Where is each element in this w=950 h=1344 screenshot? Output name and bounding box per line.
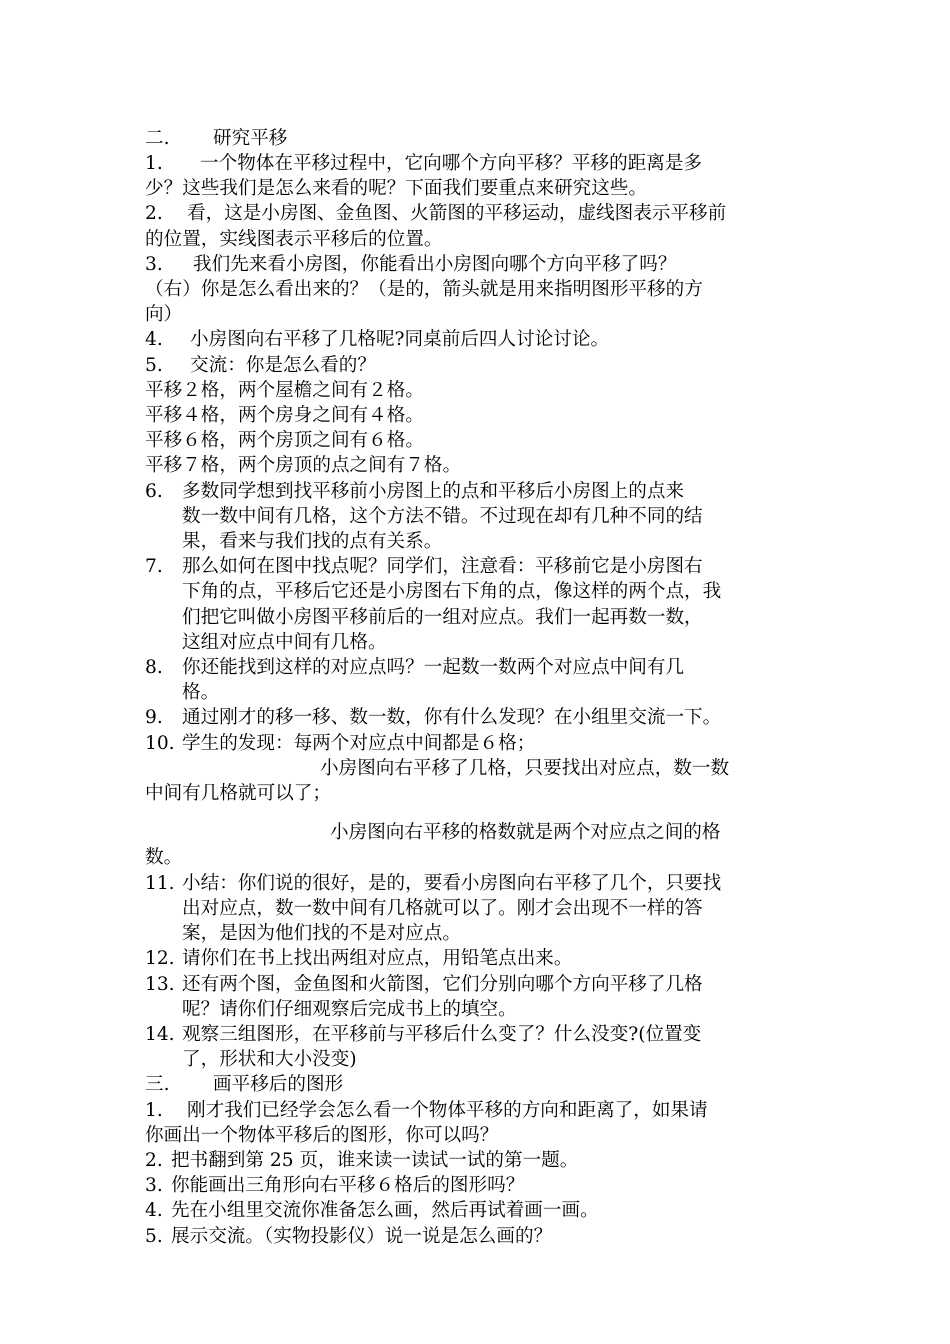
- item-text-line: 的位置，实线图表示平移后的位置。: [145, 228, 443, 250]
- item-text-line: 们把它叫做小房图平移前后的一组对应点。我们一起再数一数，: [182, 606, 703, 628]
- item-number: 6.: [145, 480, 163, 502]
- item-number: 7.: [145, 556, 163, 578]
- item-text-line: 格。: [182, 682, 220, 704]
- list-item: [145, 1198, 810, 1223]
- item-text-line: 观察三组图形，在平移前与平移后什么变了？什么没变?(位置变: [182, 1023, 702, 1045]
- list-item-14: [145, 1022, 810, 1072]
- item-text-line: 你画出一个物体平移后的图形，你可以吗？: [145, 1124, 499, 1146]
- paragraph-item-1: [145, 1098, 810, 1148]
- paragraph-item-3: [145, 252, 810, 328]
- list-item-7: [145, 554, 810, 655]
- list-item-12: [145, 946, 810, 971]
- item-text-line: 你还能找到这样的对应点吗？一起数一数两个对应点中间有几: [182, 657, 685, 679]
- item-text-line: 多数同学想到找平移前小房图上的点和平移后小房图上的点来: [182, 480, 685, 502]
- list-item: [145, 1173, 810, 1198]
- item-number: 3.: [145, 253, 163, 275]
- discovery-line: 中间有几格就可以了；: [145, 783, 331, 805]
- discovery-line: 数。: [145, 847, 183, 869]
- item-text: 把书翻到第 25 页，谁来读一读试一试的第一题。: [171, 1149, 579, 1171]
- discovery-line: 小房图向右平移了几格，只要找出对应点，数一数: [320, 757, 730, 779]
- paragraph-item-2: [145, 201, 810, 251]
- item-number: 11.: [145, 872, 175, 894]
- section-number: 二.: [145, 128, 170, 149]
- section-title: 画平移后的图形: [213, 1074, 344, 1096]
- list-item-8: [145, 655, 810, 705]
- item-text-line: 小房图向右平移了几格呢?同桌前后四人讨论讨论。: [190, 329, 610, 351]
- item-number: 10.: [145, 732, 175, 754]
- list-item-13: [145, 972, 810, 1022]
- item-text: 你能画出三角形向右平移６格后的图形吗？: [171, 1175, 525, 1197]
- item-number: 1.: [145, 1099, 163, 1121]
- item-number: 2.: [145, 203, 163, 225]
- document-page: [145, 126, 810, 1249]
- section-heading: [145, 126, 810, 151]
- plain-line: 平移４格，两个房身之间有４格。: [145, 405, 424, 427]
- item-number: 13.: [145, 973, 175, 995]
- item-number: 3.: [145, 1175, 163, 1197]
- paragraph-item-5: [145, 353, 810, 378]
- item-text-line: 请你们在书上找出两组对应点，用铅笔点出来。: [182, 948, 573, 970]
- item-text: 展示交流。（实物投影仪）说一说是怎么画的？: [171, 1225, 553, 1247]
- item-text-line: 下角的点，平移后它还是小房图右下角的点，像这样的两个点，我: [182, 581, 722, 603]
- item-number: 4.: [145, 1200, 163, 1222]
- discovery-paragraph: [145, 756, 810, 806]
- paragraph-item-4: [145, 327, 810, 352]
- item-text-line: 交流：你是怎么看的？: [190, 354, 376, 376]
- item-text-line: 出对应点，数一数中间有几格就可以了。刚才会出现不一样的答: [182, 897, 703, 919]
- item-text-line: 通过刚才的移一移、数一数，你有什么发现？在小组里交流一下。: [182, 707, 722, 729]
- item-number: 2.: [145, 1149, 163, 1171]
- item-text-line: 看，这是小房图、金鱼图、火箭图的平移运动，虚线图表示平移前: [187, 203, 727, 225]
- item-text-line: 向）: [145, 304, 183, 326]
- item-number: 4.: [145, 329, 163, 351]
- list-item-10: [145, 731, 810, 756]
- item-number: 8.: [145, 657, 163, 679]
- section-heading: [145, 1072, 810, 1097]
- item-text-line: 我们先来看小房图，你能看出小房图向哪个方向平移了吗？: [193, 253, 677, 275]
- item-number: 9.: [145, 707, 163, 729]
- item-number: 5.: [145, 354, 163, 376]
- section-number: 三.: [145, 1074, 170, 1096]
- section-title: 研究平移: [213, 128, 288, 149]
- list-item-9: [145, 705, 810, 730]
- item-text-line: 案，是因为他们找的不是对应点。: [182, 923, 461, 945]
- list-item: [145, 1224, 810, 1249]
- item-text-line: 学生的发现：每两个对应点中间都是６格；: [182, 732, 536, 754]
- item-number: 14.: [145, 1023, 175, 1045]
- plain-line: 平移６格，两个房顶之间有６格。: [145, 430, 424, 452]
- item-text-line: 数一数中间有几格，这个方法不错。不过现在却有几种不同的结: [182, 505, 703, 527]
- discovery-paragraph: [145, 820, 810, 870]
- item-text-line: 还有两个图，金鱼图和火箭图，它们分别向哪个方向平移了几格: [182, 973, 703, 995]
- plain-line: 平移７格，两个房顶的点之间有７格。: [145, 455, 462, 477]
- item-text-line: 果，看来与我们找的点有关系。: [182, 531, 443, 553]
- paragraph-item-1: [145, 151, 810, 201]
- discovery-line: 小房图向右平移的格数就是两个对应点之间的格: [330, 822, 721, 844]
- plain-line: 平移２格，两个屋檐之间有２格。: [145, 379, 424, 401]
- item-text-line: 那么如何在图中找点呢？同学们，注意看：平移前它是小房图右: [182, 556, 703, 578]
- item-text-line: （右）你是怎么看出来的？（是的，箭头就是用来指明图形平移的方: [145, 279, 703, 301]
- list-item: [145, 1148, 810, 1173]
- item-text-line: 刚才我们已经学会怎么看一个物体平移的方向和距离了，如果请: [187, 1099, 708, 1121]
- item-number: 5.: [145, 1225, 163, 1247]
- item-text-line: 小结：你们说的很好，是的，要看小房图向右平移了几个，只要找: [182, 872, 722, 894]
- item-text-line: 这组对应点中间有几格。: [182, 631, 387, 653]
- item-text: 先在小组里交流你准备怎么画，然后再试着画一画。: [171, 1200, 599, 1222]
- item-number: 1.: [145, 153, 163, 174]
- list-item-6: [145, 479, 810, 555]
- item-text-line: 呢？请你们仔细观察后完成书上的填空。: [182, 998, 517, 1020]
- item-text-line: 一个物体在平移过程中，它向哪个方向平移？平移的距离是多: [200, 153, 703, 174]
- item-number: 12.: [145, 948, 175, 970]
- item-text-line: 了，形状和大小没变): [182, 1049, 357, 1071]
- list-item-11: [145, 871, 810, 947]
- item-text-line: 少？这些我们是怎么来看的呢？下面我们要重点来研究这些。: [145, 178, 648, 200]
